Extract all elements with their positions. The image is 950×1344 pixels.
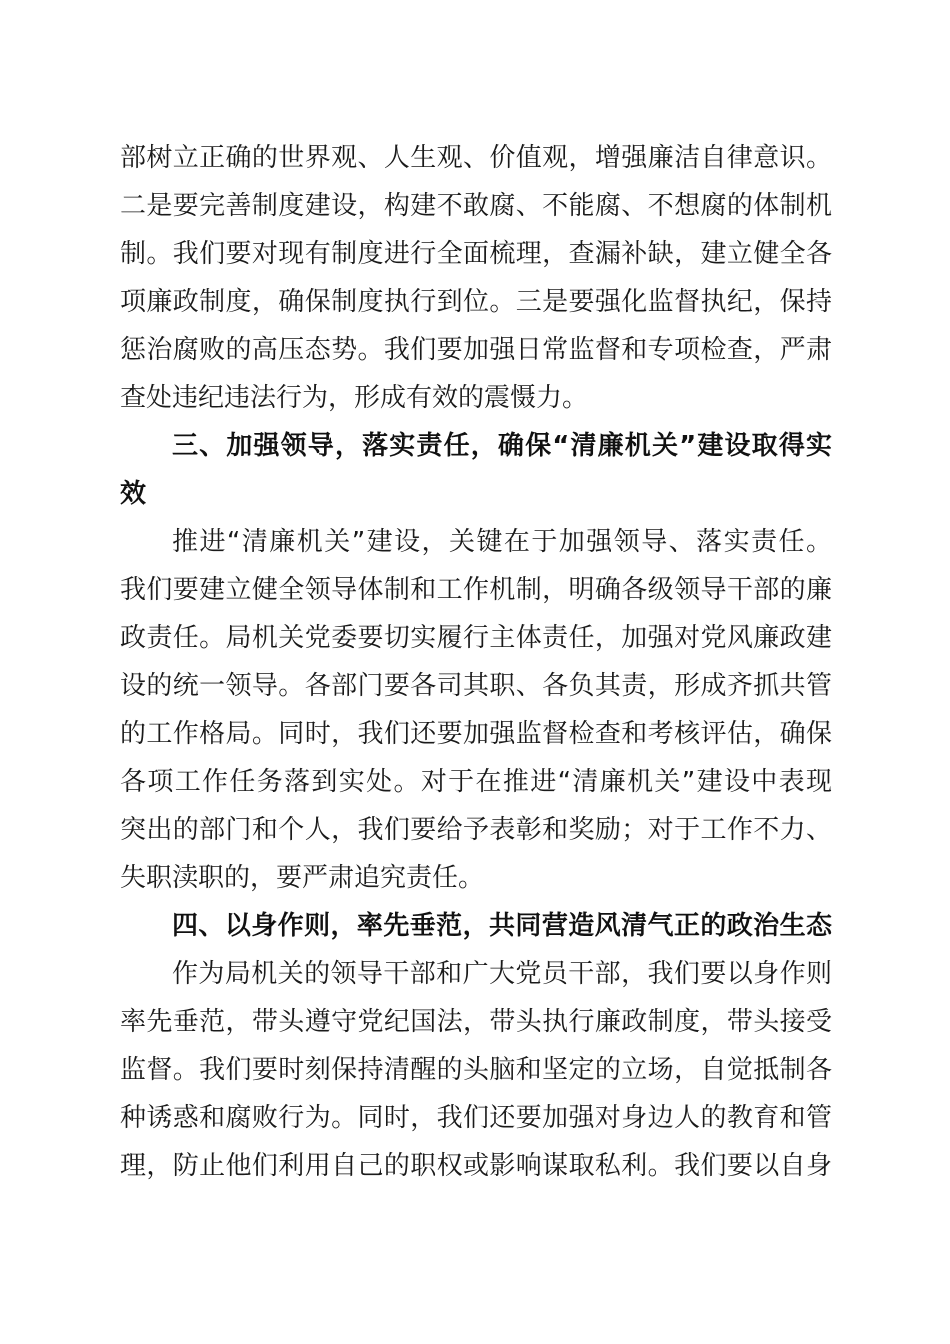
body-text-line: 我们要建立健全领导体制和工作机制，明确各级领导干部的廉 [120,575,832,605]
body-text-line: 查处违纪违法行为，形成有效的震慑力。 [120,383,589,413]
body-text-line: 率先垂范，带头遵守党纪国法，带头执行廉政制度，带头接受 [120,1007,832,1037]
body-text-line: 二是要完善制度建设，构建不敢腐、不能腐、不想腐的体制机 [120,191,832,221]
body-text-line: 理，防止他们利用自己的职权或影响谋取私利。我们要以自身 [120,1151,832,1181]
body-text-line: 制。我们要对现有制度进行全面梳理，查漏补缺，建立健全各 [120,239,832,269]
body-text-line: 突出的部门和个人，我们要给予表彰和奖励；对于工作不力、 [120,815,832,845]
paragraph-first-line: 推进“清廉机关”建设，关键在于加强领导、落实责任。 [172,527,832,557]
body-text-line: 政责任。局机关党委要切实履行主体责任，加强对党风廉政建 [120,623,832,653]
body-text-line: 惩治腐败的高压态势。我们要加强日常监督和专项检查，严肃 [120,335,832,365]
body-text-line: 各项工作任务落到实处。对于在推进“清廉机关”建设中表现 [120,767,832,797]
paragraph-first-line: 作为局机关的领导干部和广大党员干部，我们要以身作则 [172,959,832,989]
section-heading-3-continued: 效 [120,479,147,509]
body-text-line: 失职渎职的，要严肃追究责任。 [120,863,485,893]
body-text-line: 的工作格局。同时，我们还要加强监督检查和考核评估，确保 [120,719,832,749]
body-text-line: 部树立正确的世界观、人生观、价值观，增强廉洁自律意识。 [120,143,832,173]
body-text-line: 种诱惑和腐败行为。同时，我们还要加强对身边人的教育和管 [120,1103,832,1133]
body-text-line: 设的统一领导。各部门要各司其职、各负其责，形成齐抓共管 [120,671,832,701]
section-heading-4: 四、以身作则，率先垂范，共同营造风清气正的政治生态 [172,911,832,941]
body-text-line: 项廉政制度，确保制度执行到位。三是要强化监督执纪，保持 [120,287,832,317]
body-text-line: 监督。我们要时刻保持清醒的头脑和坚定的立场，自觉抵制各 [120,1055,832,1085]
section-heading-3: 三、加强领导，落实责任，确保“清廉机关”建设取得实 [172,431,832,461]
